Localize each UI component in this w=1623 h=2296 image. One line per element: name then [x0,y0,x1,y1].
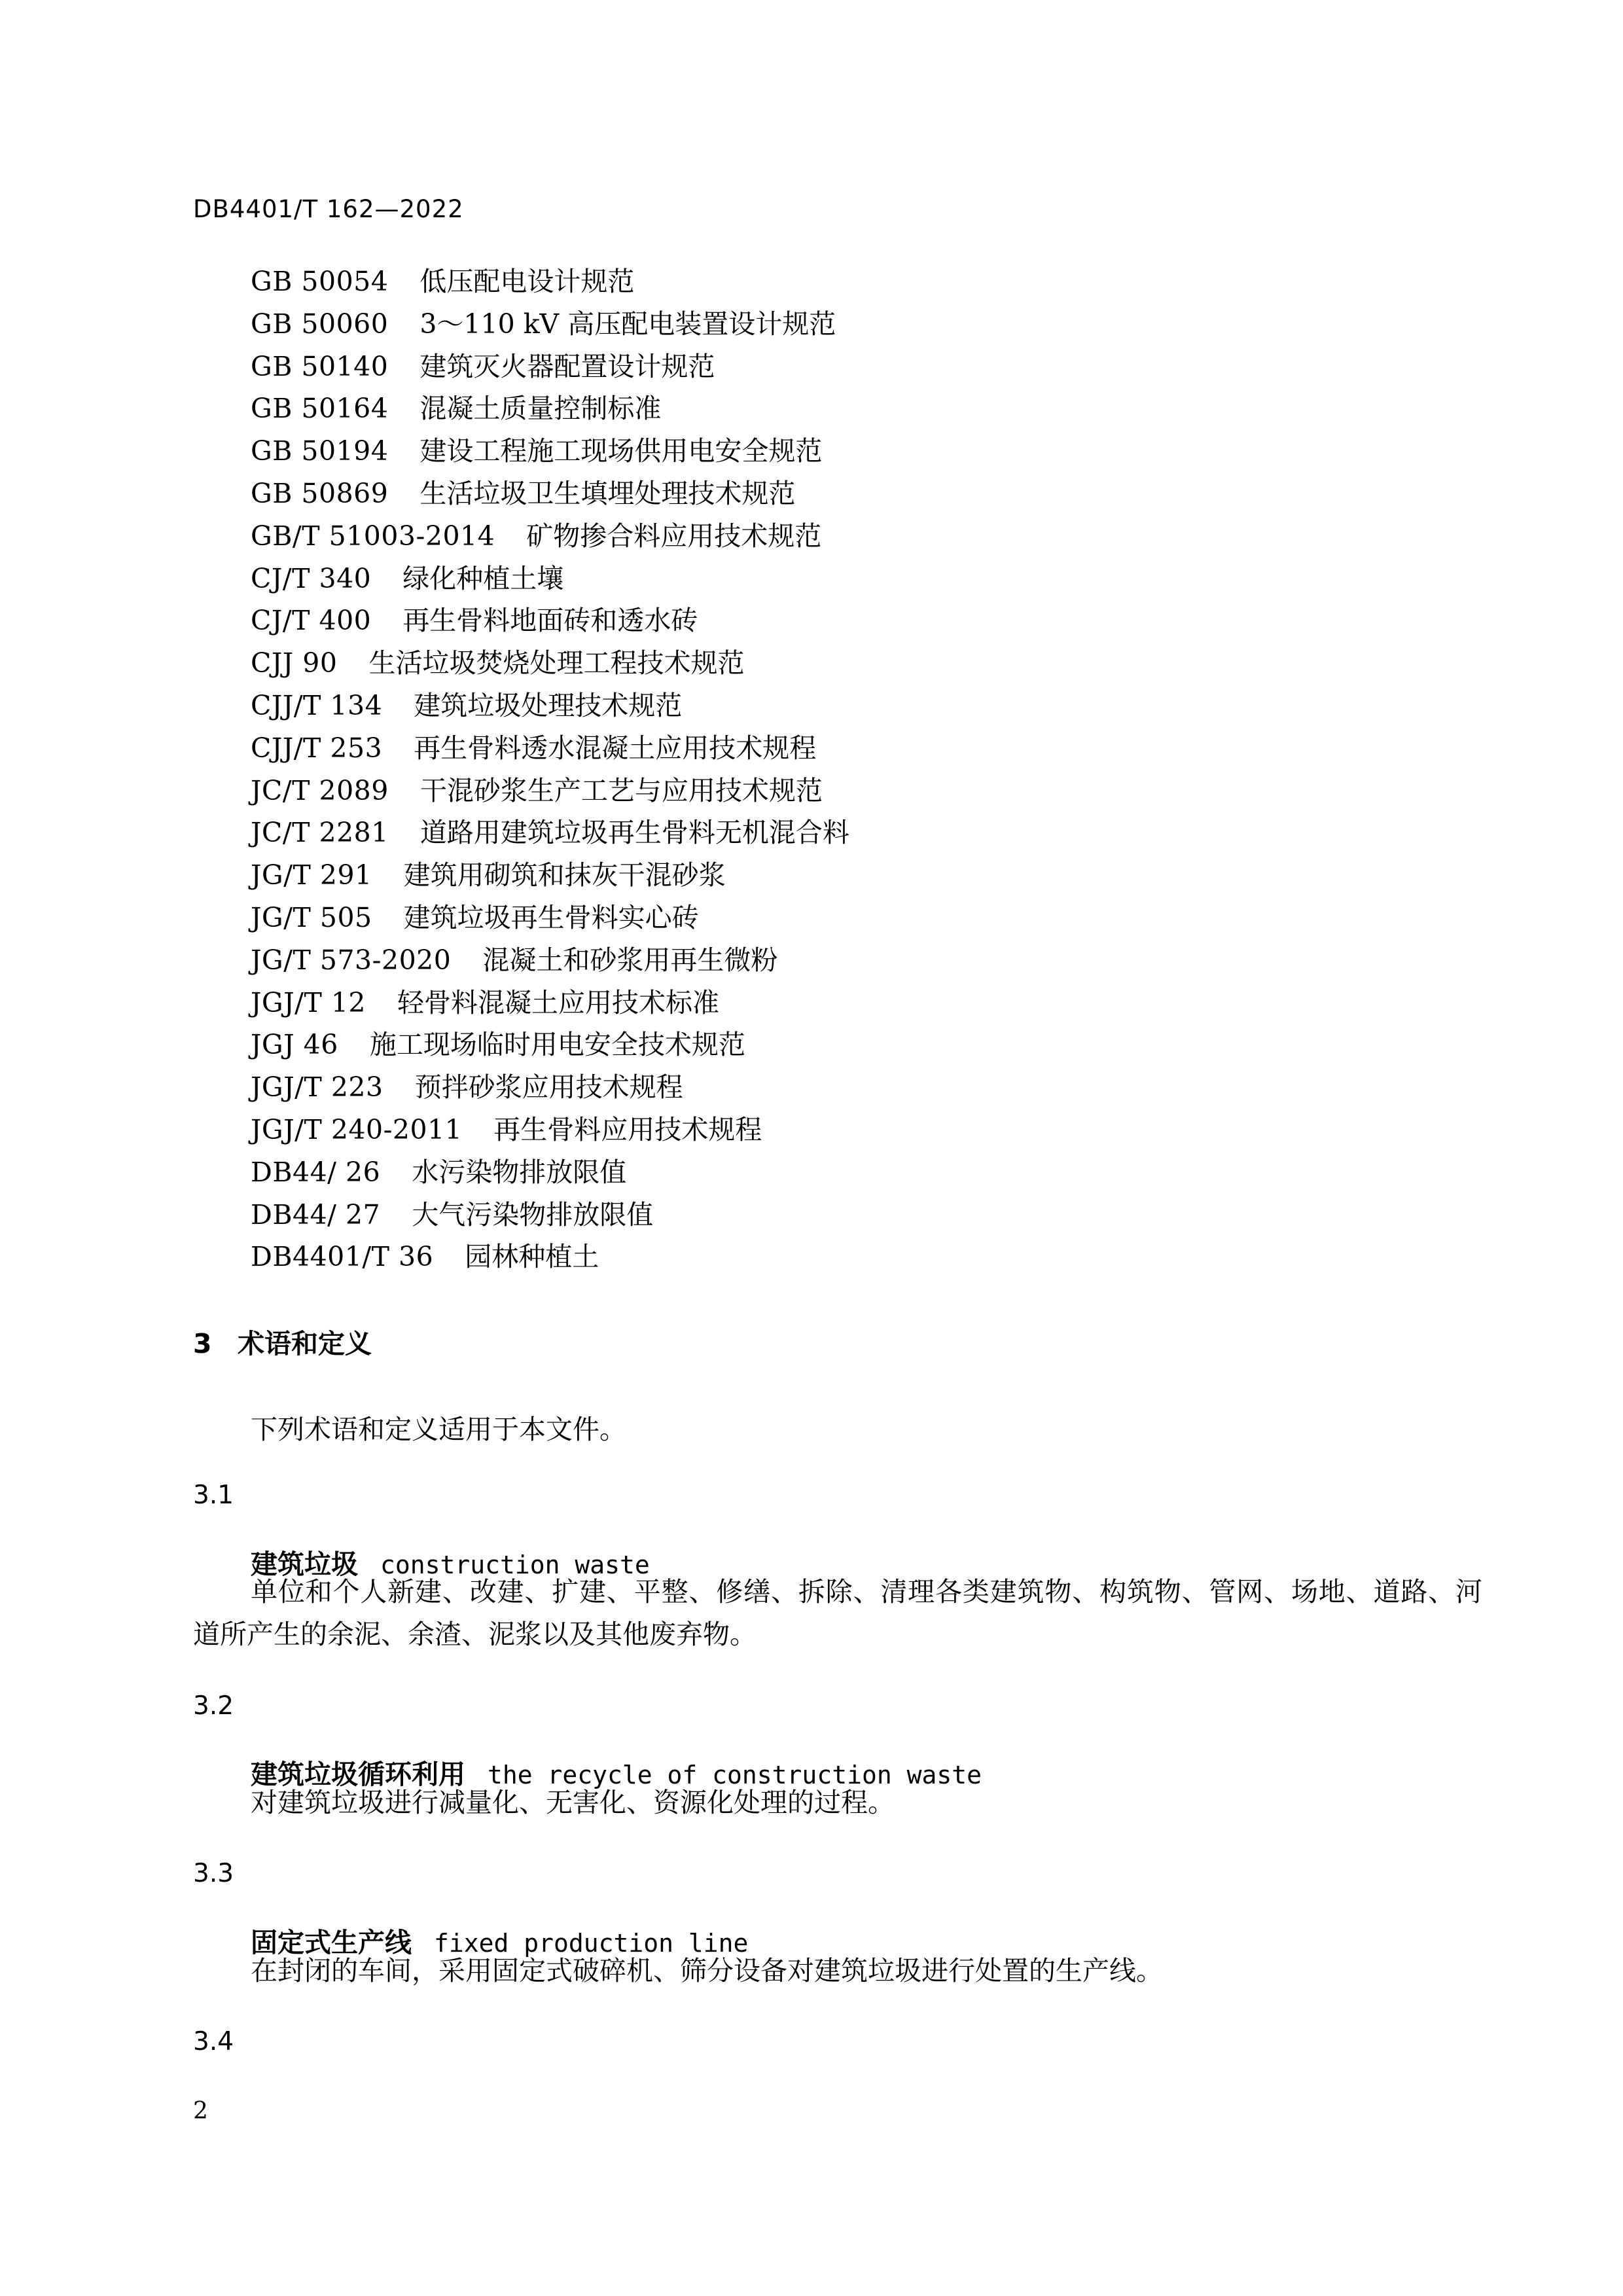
reference-item [251,1109,849,1151]
term-definition: 在封闭的车间，采用固定式破碎机、筛分设备对建筑垃圾进行处置的生产线。 [251,1955,1163,1986]
reference-code: JG/T 505 [251,901,372,933]
reference-title: 干混砂浆生产工艺与应用技术规范 [419,774,823,806]
standard-code-header: DB4401/T 162—2022 [193,195,464,223]
term-definition: 单位和个人新建、改建、扩建、平整、修缮、拆除、清理各类建筑物、构筑物、管网、场地、道路、河道所产生的余泥、余渣、泥浆以及其他废弃物。 [193,1576,1482,1650]
reference-item [251,303,849,346]
reference-item [251,1236,849,1278]
reference-code: CJ/T 400 [251,605,372,637]
reference-item [251,1194,849,1236]
reference-code: GB 50140 [251,350,389,382]
reference-item [251,939,849,982]
term-number: 3.3 [193,1859,234,1888]
reference-item [251,812,849,854]
reference-code: CJ/T 340 [251,562,372,594]
term-number: 3.4 [193,2027,234,2056]
section-intro: 下列术语和定义适用于本文件。 [251,1414,626,1445]
reference-code: JC/T 2089 [251,774,389,806]
section-heading [193,1322,372,1361]
reference-title: 生活垃圾卫生填埋处理技术规范 [419,477,796,509]
reference-item [251,770,849,812]
reference-title: 混凝土质量控制标准 [419,393,662,425]
reference-item [251,430,849,473]
reference-title: 建筑垃圾再生骨料实心砖 [403,901,699,933]
reference-title: 施工现场临时用电安全技术规范 [369,1029,745,1061]
reference-item [251,642,849,685]
reference-code: DB44/ 26 [251,1156,381,1188]
term-number: 3.1 [193,1480,234,1510]
reference-title: 大气污染物排放限值 [412,1198,654,1230]
reference-code: GB 50194 [251,435,389,467]
term-english: construction waste [380,1551,650,1579]
reference-code: GB 50164 [251,393,389,425]
reference-item [251,897,849,939]
reference-title: 矿物掺合料应用技术规范 [526,520,822,552]
reference-code: CJJ/T 134 [251,689,383,721]
reference-item [251,473,849,515]
reference-item [251,387,849,430]
reference-title: 再生骨料应用技术规程 [493,1113,762,1145]
reference-code: JGJ/T 240-2011 [251,1113,463,1145]
section-title: 术语和定义 [238,1328,372,1359]
section-number: 3 [193,1328,212,1359]
reference-item [251,1066,849,1109]
reference-title: 再生骨料地面砖和透水砖 [402,605,698,637]
normative-references-list [251,260,849,1278]
reference-item [251,685,849,727]
reference-item [251,1024,849,1066]
reference-title: 生活垃圾焚烧处理工程技术规范 [368,647,745,679]
reference-code: DB4401/T 36 [251,1241,434,1273]
reference-code: GB 50060 [251,308,389,340]
reference-code: GB 50869 [251,477,389,509]
reference-item [251,727,849,770]
reference-item [251,600,849,642]
reference-code: JG/T 291 [251,859,372,891]
reference-code: CJJ 90 [251,647,338,679]
reference-code: JGJ/T 12 [251,986,366,1018]
reference-code: JG/T 573-2020 [251,944,452,976]
reference-item [251,346,849,388]
reference-title: 建筑垃圾处理技术规范 [414,689,683,721]
reference-title: 轻骨料混凝土应用技术标准 [397,986,719,1018]
reference-code: GB/T 51003-2014 [251,520,495,552]
reference-title: 低压配电设计规范 [419,266,635,297]
reference-title: 混凝土和砂浆用再生微粉 [482,944,778,976]
term-english: fixed production line [434,1929,749,1958]
reference-title: 水污染物排放限值 [412,1156,627,1188]
reference-title: 3～110 kV 高压配电装置设计规范 [419,308,836,340]
reference-item [251,515,849,558]
reference-title: 再生骨料透水混凝土应用技术规程 [414,732,817,764]
reference-code: JGJ 46 [251,1029,338,1061]
term-chinese: 建筑垃圾循环利用 [251,1759,465,1790]
reference-title: 建筑灭火器配置设计规范 [419,350,715,382]
term-english: the recycle of construction waste [488,1761,982,1789]
reference-title: 绿化种植土壤 [402,562,564,594]
reference-code: JGJ/T 223 [251,1071,383,1103]
reference-code: GB 50054 [251,266,389,297]
term-number: 3.2 [193,1691,234,1721]
reference-code: JC/T 2281 [251,817,389,849]
reference-title: 建筑用砌筑和抹灰干混砂浆 [403,859,726,891]
reference-item [251,854,849,897]
term-chinese: 固定式生产线 [251,1927,412,1958]
term-chinese: 建筑垃圾 [251,1549,358,1580]
reference-item [251,982,849,1024]
page-number: 2 [193,2098,208,2125]
term-definition: 对建筑垃圾进行减量化、无害化、资源化处理的过程。 [251,1787,895,1818]
reference-title: 园林种植土 [465,1241,599,1273]
reference-title: 建设工程施工现场供用电安全规范 [419,435,823,467]
reference-item [251,558,849,600]
reference-title: 道路用建筑垃圾再生骨料无机混合料 [419,817,849,849]
reference-item [251,260,849,303]
reference-code: DB44/ 27 [251,1198,381,1230]
reference-item [251,1151,849,1194]
reference-code: CJJ/T 253 [251,732,383,764]
reference-title: 预拌砂浆应用技术规程 [414,1071,683,1103]
